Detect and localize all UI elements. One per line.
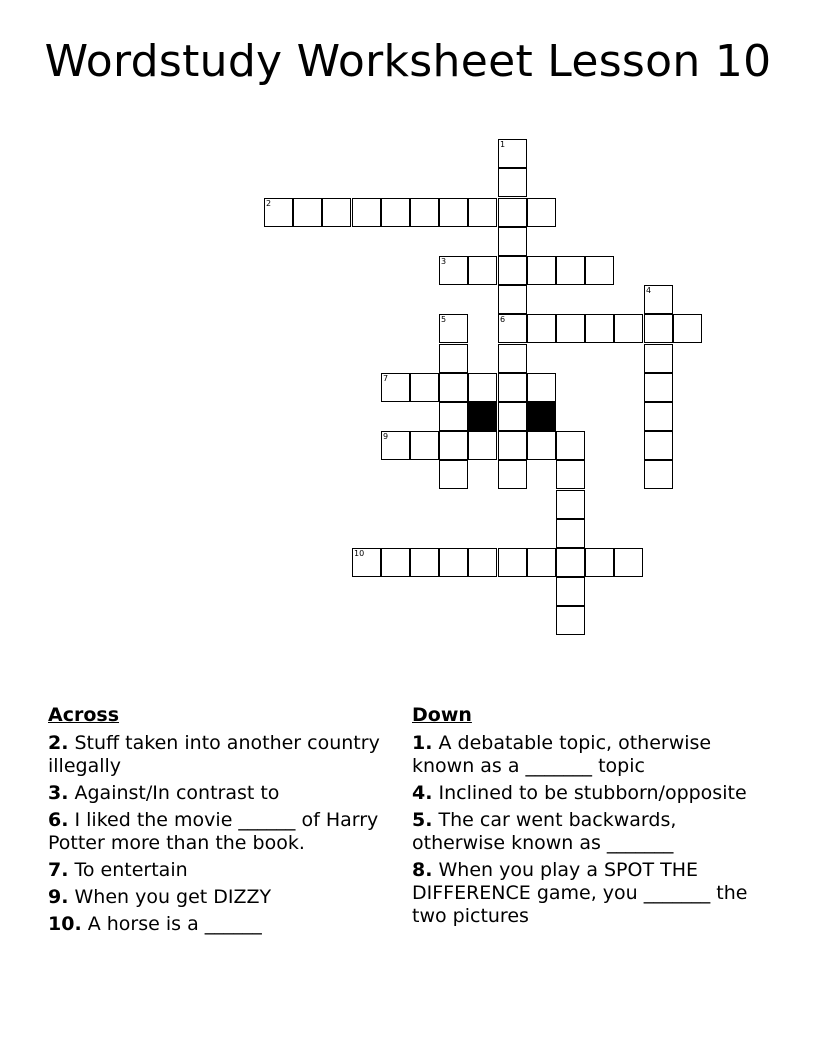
grid-cell[interactable] — [527, 373, 556, 402]
clue-number: 5 — [441, 315, 447, 324]
grid-cell[interactable] — [352, 548, 381, 577]
grid-cell[interactable] — [293, 198, 322, 227]
clue-text: When you get DIZZY — [74, 886, 272, 908]
grid-cell[interactable] — [439, 198, 468, 227]
grid-cell[interactable] — [468, 256, 497, 285]
grid-cell[interactable] — [322, 198, 351, 227]
clue-text: When you play a SPOT THE DIFFERENCE game, you _______ the two pictures — [412, 859, 748, 927]
grid-cell[interactable] — [352, 198, 381, 227]
clue-text: To entertain — [74, 859, 188, 881]
clue-text: A debatable topic, otherwise known as a _______ topic — [412, 732, 712, 777]
grid-cell[interactable] — [468, 548, 497, 577]
grid-cell[interactable] — [381, 373, 410, 402]
grid-cell[interactable] — [439, 344, 468, 373]
grid-cell[interactable] — [439, 314, 468, 343]
clue-number-label: 5. — [412, 809, 433, 831]
across-clue — [48, 732, 408, 778]
grid-cell[interactable] — [585, 314, 614, 343]
clue-number: 2 — [266, 199, 272, 208]
grid-cell[interactable] — [527, 198, 556, 227]
clue-number: 4 — [646, 286, 652, 295]
grid-cell[interactable] — [468, 198, 497, 227]
grid-cell[interactable] — [556, 314, 585, 343]
grid-cell[interactable] — [556, 548, 585, 577]
grid-cell[interactable] — [410, 431, 439, 460]
grid-cell[interactable] — [556, 606, 585, 635]
grid-block — [468, 402, 497, 431]
clue-number: 9 — [383, 432, 389, 441]
grid-cell[interactable] — [556, 256, 585, 285]
grid-cell[interactable] — [556, 577, 585, 606]
clue-number: 7 — [383, 374, 389, 383]
clue-text: I liked the movie ______ of Harry Potter more than the book. — [48, 809, 379, 854]
grid-cell[interactable] — [498, 256, 527, 285]
across-clue — [48, 809, 408, 855]
grid-cell[interactable] — [498, 344, 527, 373]
clue-number-label: 9. — [48, 886, 69, 908]
grid-cell[interactable] — [439, 460, 468, 489]
clue-text: A horse is a ______ — [87, 913, 262, 935]
grid-cell[interactable] — [527, 431, 556, 460]
grid-cell[interactable] — [439, 548, 468, 577]
grid-cell[interactable] — [644, 314, 673, 343]
grid-cell[interactable] — [439, 256, 468, 285]
grid-cell[interactable] — [644, 285, 673, 314]
grid-cell[interactable] — [381, 431, 410, 460]
grid-cell[interactable] — [410, 373, 439, 402]
grid-cell[interactable] — [381, 548, 410, 577]
clue-text: Stuff taken into another country illegally — [48, 732, 380, 777]
clue-number: 1 — [500, 140, 506, 149]
clue-number-label: 3. — [48, 782, 69, 804]
clue-number-label: 2. — [48, 732, 69, 754]
grid-cell[interactable] — [439, 373, 468, 402]
clue-number: 6 — [500, 315, 506, 324]
down-clue — [412, 782, 772, 805]
across-clue-list — [48, 732, 408, 936]
grid-cell[interactable] — [439, 402, 468, 431]
down-clue — [412, 732, 772, 778]
grid-cell[interactable] — [498, 431, 527, 460]
grid-cell[interactable] — [410, 548, 439, 577]
grid-cell[interactable] — [498, 314, 527, 343]
grid-block — [527, 402, 556, 431]
grid-cell[interactable] — [644, 402, 673, 431]
down-clue — [412, 809, 772, 855]
grid-cell[interactable] — [498, 285, 527, 314]
grid-cell[interactable] — [498, 227, 527, 256]
grid-cell[interactable] — [468, 373, 497, 402]
clue-number-label: 4. — [412, 782, 433, 804]
clue-text: Inclined to be stubborn/opposite — [438, 782, 747, 804]
grid-cell[interactable] — [498, 460, 527, 489]
across-clue — [48, 913, 408, 936]
clue-number: 10 — [354, 549, 365, 558]
clue-number-label: 10. — [48, 913, 82, 935]
grid-cell[interactable] — [556, 431, 585, 460]
grid-cell[interactable] — [498, 402, 527, 431]
grid-cell[interactable] — [410, 198, 439, 227]
grid-cell[interactable] — [498, 139, 527, 168]
clue-number-label: 1. — [412, 732, 433, 754]
across-clue — [48, 782, 408, 805]
grid-cell[interactable] — [614, 548, 643, 577]
down-clue — [412, 859, 772, 928]
across-clue — [48, 859, 408, 882]
grid-cell[interactable] — [527, 256, 556, 285]
clue-number-label: 8. — [412, 859, 433, 881]
across-clues — [48, 704, 408, 940]
grid-cell[interactable] — [498, 168, 527, 197]
grid-cell[interactable] — [644, 431, 673, 460]
grid-cell[interactable] — [498, 548, 527, 577]
grid-cell[interactable] — [381, 198, 410, 227]
grid-cell[interactable] — [585, 256, 614, 285]
clue-number-label: 7. — [48, 859, 69, 881]
grid-cell[interactable] — [556, 490, 585, 519]
grid-cell[interactable] — [498, 373, 527, 402]
grid-cell[interactable] — [556, 460, 585, 489]
grid-cell[interactable] — [644, 460, 673, 489]
grid-cell[interactable] — [468, 431, 497, 460]
clue-text: The car went backwards, otherwise known as _______ — [412, 809, 677, 854]
grid-cell[interactable] — [556, 519, 585, 548]
clue-number-label: 6. — [48, 809, 69, 831]
clue-text: Against/In contrast to — [74, 782, 280, 804]
clue-number: 3 — [441, 257, 447, 266]
grid-cell[interactable] — [527, 314, 556, 343]
down-clue-list — [412, 732, 772, 928]
down-heading: Down — [412, 704, 472, 726]
grid-cell[interactable] — [585, 548, 614, 577]
grid-cell[interactable] — [264, 198, 293, 227]
down-clues — [412, 704, 772, 932]
grid-cell[interactable] — [673, 314, 702, 343]
across-heading: Across — [48, 704, 120, 726]
grid-cell[interactable] — [614, 314, 643, 343]
grid-cell[interactable] — [644, 344, 673, 373]
grid-cell[interactable] — [527, 548, 556, 577]
grid-cell[interactable] — [439, 431, 468, 460]
across-clue — [48, 886, 408, 909]
page-title: Wordstudy Worksheet Lesson 10 — [44, 36, 772, 87]
grid-cell[interactable] — [498, 198, 527, 227]
grid-cell[interactable] — [644, 373, 673, 402]
